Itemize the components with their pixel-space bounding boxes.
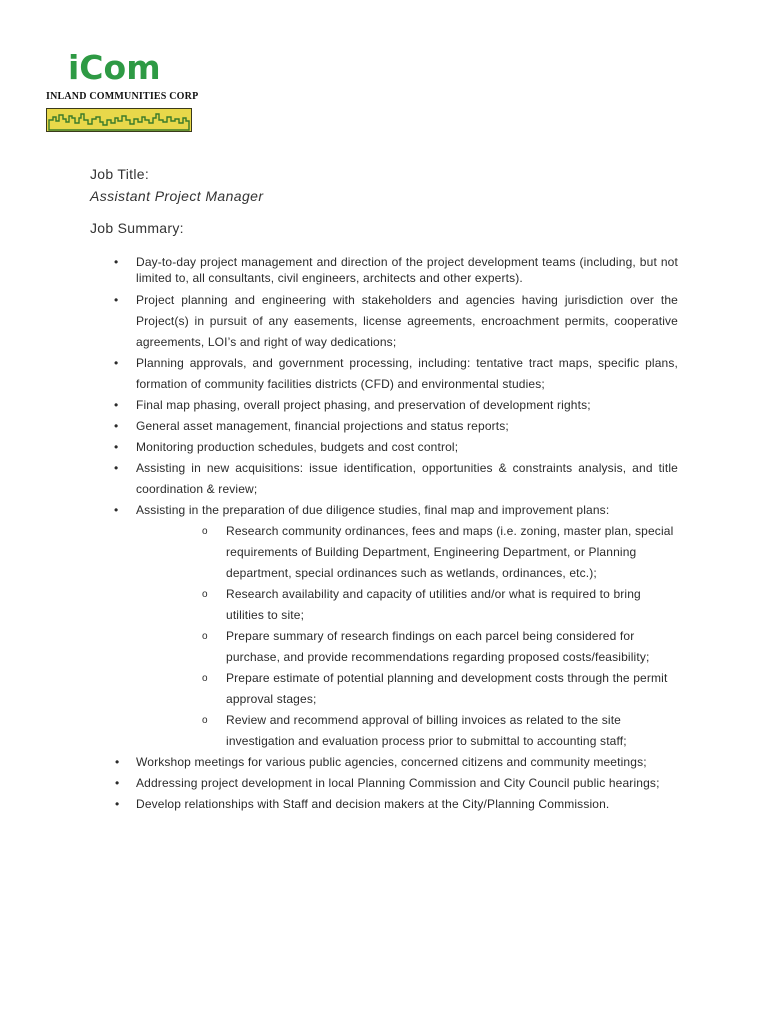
list-item: • Day-to-day project management and direction of the project development teams (including, but not limited to, all consultants, civil engineers, architects and other experts). <box>114 255 678 285</box>
bullet-icon: • <box>115 797 120 811</box>
circle-bullet-icon: o <box>202 673 208 684</box>
bullet-icon: • <box>114 356 119 370</box>
list-item: • General asset management, financial projections and status reports; <box>0 416 678 437</box>
bullet-icon: • <box>114 461 119 475</box>
due-diligence-sublist <box>136 521 678 752</box>
list-item: • Assisting in the preparation of due diligence studies, final map and improvement plans: o Research community ordinances, fees and maps (i.e. zoning, master plan, special requirements of Building Department, Engineering Department, or Planning department, special ordinances such as wetlands, ordinances, etc.); o Research availability and capacity of utilities and/or what is required to bring utilities to site; o Prepare summary of research findings on each parcel being considered for purchase, and provide recommendations regarding proposed costs/feasibility; o Prepare estimate of potential planning and development costs through the permit approval stages; o Review and recommend approval of billing invoices as related to the site investigation and evaluation process prior to submittal to accounting staff; <box>0 500 678 752</box>
bullet-icon: • <box>114 398 119 412</box>
list-item: • Assisting in new acquisitions: issue identification, opportunities & constraints analysis, and title coordination & review; <box>0 458 678 500</box>
bullet-icon: • <box>115 776 120 790</box>
circle-bullet-icon: o <box>202 526 208 537</box>
circle-bullet-icon: o <box>202 631 208 642</box>
bullet-icon: • <box>115 755 120 769</box>
job-summary-list <box>0 252 768 815</box>
logo-wordmark: iCom <box>68 48 161 87</box>
list-item: • Develop relationships with Staff and decision makers at the City/Planning Commission. <box>0 794 678 815</box>
sub-list-item: o Review and recommend approval of billing invoices as related to the site investigation and evaluation process prior to submittal to accounting staff; <box>0 710 678 752</box>
list-item: • Final map phasing, overall project phasing, and preservation of development rights; <box>0 395 678 416</box>
bullet-icon: • <box>114 419 119 433</box>
sub-list-item: o Prepare estimate of potential planning and development costs through the permit approval stages; <box>0 668 678 710</box>
logo-company-name: INLAND COMMUNITIES CORP <box>46 91 199 102</box>
list-item: • Monitoring production schedules, budgets and cost control; <box>0 437 678 458</box>
list-item: • Project planning and engineering with stakeholders and agencies having jurisdiction over the Project(s) in pursuit of any easements, license agreements, encroachment permits, cooperative agreements, LOI’s and right of way dedications; <box>0 290 678 353</box>
sub-list-item: o Research community ordinances, fees and maps (i.e. zoning, master plan, special requirements of Building Department, Engineering Department, or Planning department, special ordinances such as wetlands, ordinances, etc.); <box>0 521 678 584</box>
sub-list-item: o Prepare summary of research findings on each parcel being considered for purchase, and provide recommendations regarding proposed costs/feasibility; <box>0 626 678 668</box>
bullet-icon: • <box>114 255 119 269</box>
list-item: • Addressing project development in local Planning Commission and City Council public hearings; <box>0 773 678 794</box>
bullet-icon: • <box>114 293 119 307</box>
city-skyline-icon <box>46 108 192 132</box>
job-summary-label: Job Summary: <box>90 220 184 236</box>
circle-bullet-icon: o <box>202 715 208 726</box>
list-item: • Workshop meetings for various public agencies, concerned citizens and community meetings; <box>0 752 678 773</box>
job-title-label: Job Title: <box>90 166 150 182</box>
company-logo <box>46 48 199 132</box>
bullet-icon: • <box>114 503 119 517</box>
sub-list-item: o Research availability and capacity of utilities and/or what is required to bring utilities to site; <box>0 584 678 626</box>
job-title: Assistant Project Manager <box>90 188 264 204</box>
list-item: • Planning approvals, and government processing, including: tentative tract maps, specific plans, formation of community facilities districts (CFD) and environmental studies; <box>0 353 678 395</box>
bullet-icon: • <box>114 440 119 454</box>
circle-bullet-icon: o <box>202 589 208 600</box>
